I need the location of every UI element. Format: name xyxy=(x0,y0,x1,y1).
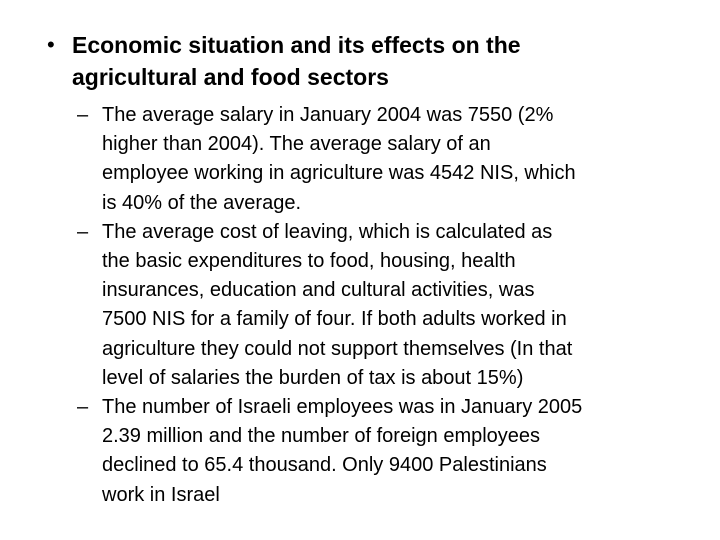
sub-bullet-salary xyxy=(77,101,697,218)
dash-marker: – xyxy=(77,104,89,126)
dash-marker: – xyxy=(77,220,89,243)
sub-bullet-employees xyxy=(77,393,697,510)
main-bullet-text: Economic situation and its effects on the agricultural and food sectors xyxy=(72,32,521,90)
sub-bullet-list xyxy=(77,101,697,510)
main-bullet xyxy=(47,29,687,93)
sub-bullet-text: The average cost of leaving, which is calculated as the basic expenditures to food, housing, health insurances, education and cultural activities, was 7500 NIS for a family of four. If both adults worked in agriculture they could not support themselves (In that level of salaries the burden of tax is about 15%) xyxy=(102,220,573,389)
sub-bullet-text: The number of Israeli employees was in January 2005 2.39 million and the number of foreign employees declined to 65.4 thousand. Only 9400 Palestinians work in Israel xyxy=(102,396,583,506)
sub-bullet-text: The average salary in January 2004 was 7550 (2% higher than 2004). The average salary of an employee working in agriculture was 4542 NIS, which is 40% of the average. xyxy=(102,104,576,214)
sub-bullet-cost-of-living xyxy=(77,218,697,393)
dash-marker: – xyxy=(77,396,89,419)
bullet-marker: • xyxy=(47,32,55,57)
